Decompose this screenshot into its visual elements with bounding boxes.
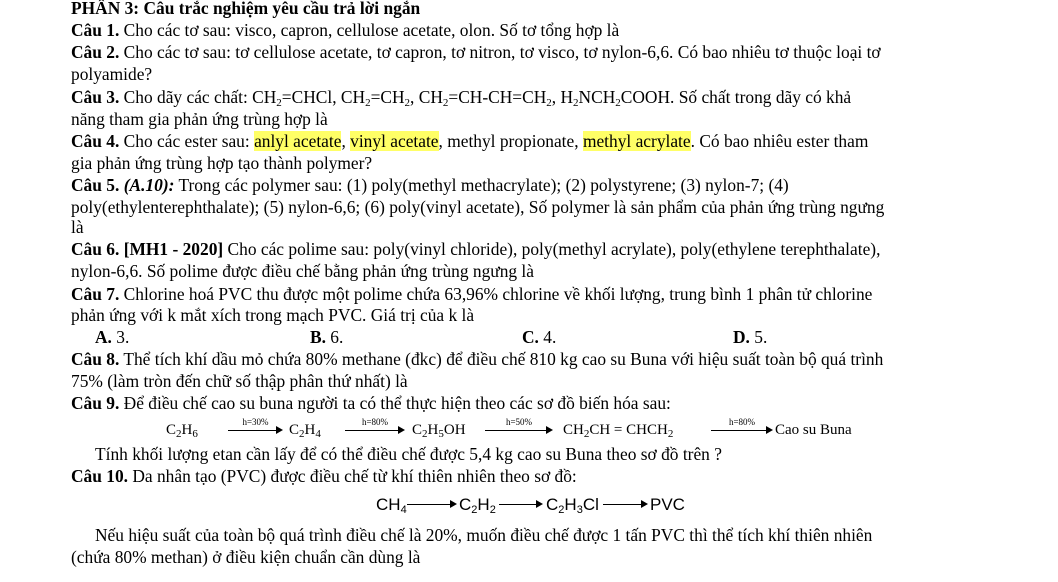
question-label: Câu 9. (71, 393, 120, 413)
highlight-ester: methyl acrylate (582, 131, 691, 151)
question-label: Câu 10. (71, 466, 129, 486)
reaction-arrow (407, 494, 457, 514)
option-d[interactable]: D. 5. (733, 327, 768, 347)
question-3: Câu 3. Cho dãy các chất: $CH_2=CHCl$, $CH_2=CH_2$, $CH_2=CH-CH=CH_2$, $H_2NCH_2COOH$. Số chất trong dãy có khả (71, 87, 852, 109)
question-8: Câu 8. Thể tích khí dầu mỏ chứa 80% methane (đkc) để điều chế 810 kg cao su Buna với hiệu suất toàn bộ quá trình (71, 349, 884, 369)
question-2-cont: polyamide? (71, 64, 153, 84)
question-6-cont: nylon-6,6. Số polime được điều chế bằng phản ứng trùng ngưng là (71, 261, 534, 281)
section-heading: PHẦN 3: Câu trắc nghiệm yêu cầu trả lời ngắn (71, 0, 421, 18)
question-7-cont: phản ứng với k mắt xích trong mạch PVC. Giá trị của k là (71, 305, 475, 325)
question-10: Câu 10. Da nhân tạo (PVC) được điều chế từ khí thiên nhiên theo sơ đồ: (71, 466, 577, 486)
question-label: Câu 4. (71, 131, 120, 151)
reaction-arrow: h=30% (228, 420, 283, 440)
question-label: Câu 3. (71, 87, 120, 107)
question-label: Câu 1. (71, 20, 120, 40)
question-9: Câu 9. Để điều chế cao su buna người ta có thể thực hiện theo các sơ đồ biến hóa sau: (71, 393, 671, 413)
chem-pvc: PVC (650, 495, 685, 514)
question-5-cont: là (71, 217, 84, 237)
question-label: Câu 8. (71, 349, 120, 369)
question-5-cont: poly(ethylenterephthalate); (5) nylon-6,6; (6) poly(vinyl acetate), Số polymer là sản phẩm của phản ứng trùng ngưng (71, 197, 885, 217)
question-label: Câu 6. (71, 239, 120, 259)
chem-vinyl-chloride: $C_2H_3Cl$ (546, 495, 599, 516)
chem-acetylene: $C_2H_2$ (459, 495, 496, 516)
question-5: Câu 5. (A.10): Trong các polymer sau: (1) poly(methyl methacrylate); (2) polystyrene; (3) nylon-7; (4) (71, 175, 789, 195)
chem-buna-rubber: Cao su Buna (775, 422, 852, 438)
question-3-cont: năng tham gia phản ứng trùng hợp là (71, 109, 328, 129)
question-4-cont: gia phản ứng trùng hợp tạo thành polymer? (71, 153, 373, 173)
question-source: [MH1 - 2020] (123, 239, 224, 259)
option-b[interactable]: B. 6. (310, 327, 344, 347)
reaction-arrow: h=80% (345, 420, 405, 440)
highlight-ester: vinyl acetate (350, 131, 439, 151)
question-2: Câu 2. Cho các tơ sau: tơ cellulose acetate, tơ capron, tơ nitron, tơ visco, tơ nylon-6,6. Có bao nhiêu tơ thuộc loại tơ (71, 42, 881, 62)
question-10-cont: (chứa 80% methan) ở điều kiện chuẩn cần dùng là (71, 547, 421, 567)
option-c[interactable]: C. 4. (522, 327, 557, 347)
question-6: Câu 6. [MH1 - 2020] Cho các polime sau: poly(vinyl chloride), poly(methyl acrylate), poly(ethylene terephthalate), (71, 239, 881, 259)
highlight-ester: anlyl acetate (254, 131, 342, 151)
question-source: (A.10): (123, 175, 175, 195)
question-10-cont: Nếu hiệu suất của toàn bộ quá trình điều chế là 20%, muốn điều chế được 1 tấn PVC thì thể tích khí thiên nhiên (95, 525, 873, 545)
option-a[interactable]: A. 3. (95, 327, 130, 347)
chem-ethane: $C_2H_6$ (166, 422, 198, 440)
question-label: Câu 5. (71, 175, 120, 195)
question-8-cont: 75% (làm tròn đến chữ số thập phân thứ nhất) là (71, 371, 408, 391)
reaction-arrow: h=50% (485, 420, 553, 440)
chem-methane: $CH_4$ (376, 495, 407, 516)
chem-ethylene: $C_2H_4$ (289, 422, 321, 440)
chem-butadiene: $CH_2CH$ = $CHCH_2$ (563, 422, 674, 440)
reaction-scheme-9 (0, 417, 1058, 442)
reaction-arrow: h=80% (711, 420, 773, 440)
chem-ethanol: $C_2H_5OH$ (412, 422, 466, 440)
question-1: Câu 1. Cho các tơ sau: visco, capron, cellulose acetate, olon. Số tơ tổng hợp là (71, 20, 620, 40)
question-label: Câu 7. (71, 284, 120, 304)
reaction-scheme-10 (0, 494, 1058, 516)
question-4: Câu 4. Cho các ester sau: anlyl acetate, vinyl acetate, methyl propionate, methyl acrylate. Có bao nhiêu ester tham (71, 131, 869, 151)
reaction-arrow (603, 494, 648, 514)
reaction-arrow (499, 494, 543, 514)
question-9-cont: Tính khối lượng etan cần lấy để có thể điều chế được 5,4 kg cao su Buna theo sơ đồ trên ? (95, 444, 722, 464)
question-7: Câu 7. Chlorine hoá PVC thu được một polime chứa 63,96% chlorine về khối lượng, trung bình 1 phân tử chlorine (71, 284, 873, 304)
question-label: Câu 2. (71, 42, 120, 62)
